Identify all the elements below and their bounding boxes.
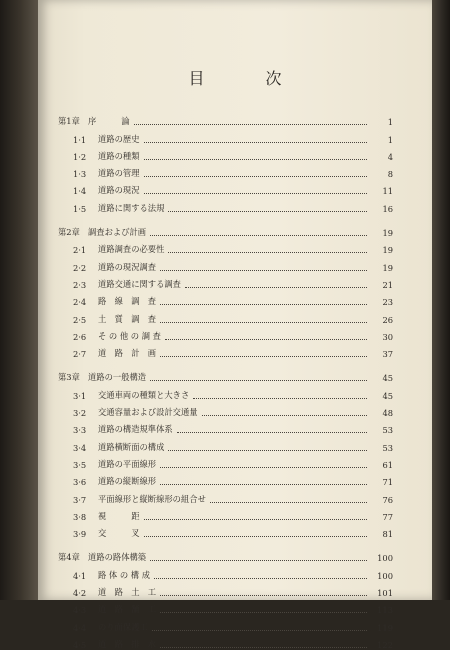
toc-section-entry xyxy=(58,435,393,452)
toc-section-entry xyxy=(58,470,393,487)
toc-entry-number: 第2章 xyxy=(58,227,80,238)
toc-entry-page: 53 xyxy=(382,442,393,453)
toc-entry-title: そ の 他 の 調 査 xyxy=(98,330,161,341)
toc-entry-page: 81 xyxy=(382,529,393,540)
toc-entry-title: 序 論 xyxy=(88,116,130,127)
toc-section-entry xyxy=(58,196,393,213)
toc-entry-title: 調査および計画 xyxy=(88,227,147,238)
toc-entry-title: 道路の構造規準体系 xyxy=(98,424,173,435)
toc-entry-title: 道路の一般構造 xyxy=(88,372,147,383)
toc-entry-number: 第4章 xyxy=(58,552,80,563)
toc-section-entry xyxy=(58,453,393,470)
dot-leader xyxy=(202,415,367,416)
toc-entry-page: 23 xyxy=(382,297,393,308)
toc-entry-page: 45 xyxy=(382,373,393,384)
toc-entry-number: 2·2 xyxy=(73,262,87,273)
toc-entry-title: 路 体 の 構 成 xyxy=(98,569,151,580)
dot-leader xyxy=(193,398,367,399)
toc-entry-number: 4·1 xyxy=(73,570,87,581)
toc-entry-page: 16 xyxy=(382,203,393,214)
dot-leader xyxy=(160,270,367,271)
dot-leader xyxy=(210,502,367,503)
dot-leader xyxy=(160,595,367,596)
dot-leader xyxy=(165,339,367,340)
toc-section-entry xyxy=(58,383,393,400)
toc-entry-title: 道路の管理 xyxy=(98,168,140,179)
table-of-contents xyxy=(58,110,393,650)
toc-entry-number: 第1章 xyxy=(58,116,80,127)
toc-entry-title: 路 線 調 査 xyxy=(98,296,157,307)
toc-entry-number: 3·8 xyxy=(73,511,87,522)
toc-entry-title: 視 距 xyxy=(98,510,140,521)
toc-entry-title: 道路の縦断線形 xyxy=(98,476,157,487)
dot-leader xyxy=(160,467,367,468)
toc-entry-number: 3·2 xyxy=(73,408,87,419)
toc-section-entry xyxy=(58,633,393,650)
toc-section-entry xyxy=(58,238,393,255)
toc-entry-title: 道路の路体構築 xyxy=(88,552,147,563)
toc-section-entry xyxy=(58,418,393,435)
toc-entry-page: 53 xyxy=(382,425,393,436)
dot-leader xyxy=(168,450,367,451)
dot-leader xyxy=(144,142,368,143)
toc-entry-title: 道路の種類 xyxy=(98,150,140,161)
toc-entry-page: 113 xyxy=(377,605,393,616)
toc-entry-page: 19 xyxy=(382,262,393,273)
toc-entry-number: 2·1 xyxy=(73,245,87,256)
page-title: 目 次 xyxy=(188,69,310,88)
toc-entry-page: 37 xyxy=(382,349,393,360)
toc-section-entry xyxy=(58,307,393,324)
toc-entry-number: 2·7 xyxy=(73,349,87,360)
toc-entry-title: 道路の現況調査 xyxy=(98,261,157,272)
toc-entry-number: 4·4 xyxy=(73,622,87,633)
dot-leader xyxy=(150,235,367,236)
toc-entry-title: 土 質 調 査 xyxy=(98,313,157,324)
dot-leader xyxy=(144,176,368,177)
toc-entry-title: 道路に関する法規 xyxy=(98,202,165,213)
toc-section-entry xyxy=(58,615,393,632)
toc-section-entry xyxy=(58,290,393,307)
toc-entry-page: 48 xyxy=(382,408,393,419)
toc-section-entry xyxy=(58,505,393,522)
toc-entry-number: 1·4 xyxy=(73,186,87,197)
toc-section-entry xyxy=(58,581,393,598)
toc-entry-number: 4·2 xyxy=(73,588,87,599)
toc-entry-title: 道路の平面線形 xyxy=(98,458,157,469)
dot-leader xyxy=(160,304,367,305)
toc-chapter-entry xyxy=(58,546,393,563)
dot-leader xyxy=(160,612,367,613)
toc-entry-number: 3·5 xyxy=(73,459,87,470)
toc-chapter-entry xyxy=(58,110,393,127)
dot-leader xyxy=(160,484,367,485)
toc-entry-page: 100 xyxy=(377,570,393,581)
toc-entry-title: 道路調査の必要性 xyxy=(98,244,165,255)
dot-leader xyxy=(160,647,367,648)
toc-entry-number: 1·3 xyxy=(73,169,87,180)
toc-entry-number: 1·1 xyxy=(73,134,87,145)
toc-entry-page: 45 xyxy=(382,390,393,401)
dot-leader xyxy=(185,287,367,288)
toc-entry-title: 道 路 舗 工 xyxy=(98,604,157,615)
toc-section-entry xyxy=(58,273,393,290)
toc-section-entry xyxy=(58,598,393,615)
toc-entry-title: 交 叉 xyxy=(98,528,140,539)
toc-entry-number: 3·6 xyxy=(73,477,87,488)
toc-entry-page: 122 xyxy=(377,639,393,650)
toc-entry-number: 第3章 xyxy=(58,372,80,383)
toc-section-entry xyxy=(58,162,393,179)
toc-entry-page: 19 xyxy=(382,245,393,256)
toc-entry-number: 4·5 xyxy=(73,639,87,650)
toc-entry-title: 交通車両の種類と大きさ xyxy=(98,389,190,400)
toc-entry-title: 道路横断面の構成 xyxy=(98,441,165,452)
toc-entry-title: 平面線形と縦断線形の組合せ xyxy=(98,493,206,504)
toc-entry-page: 21 xyxy=(382,279,393,290)
toc-section-entry xyxy=(58,342,393,359)
toc-entry-page: 19 xyxy=(382,228,393,239)
toc-entry-number: 1·2 xyxy=(73,151,87,162)
toc-entry-number: 1·5 xyxy=(73,203,87,214)
toc-entry-page: 61 xyxy=(382,459,393,470)
dot-leader xyxy=(144,193,368,194)
toc-entry-number: 3·9 xyxy=(73,529,87,540)
dot-leader xyxy=(144,536,368,537)
toc-entry-page: 8 xyxy=(387,169,393,180)
toc-entry-page: 77 xyxy=(382,511,393,522)
toc-entry-title: 交通容量および設計交通量 xyxy=(98,407,198,418)
toc-entry-title: 道路の歴史 xyxy=(98,133,140,144)
toc-entry-page: 30 xyxy=(382,331,393,342)
toc-entry-page: 101 xyxy=(377,588,393,599)
toc-entry-page: 1 xyxy=(387,117,393,128)
toc-entry-number: 3·3 xyxy=(73,425,87,436)
dot-leader xyxy=(177,432,367,433)
toc-entry-title: のり面保護工 xyxy=(98,621,148,632)
toc-section-entry xyxy=(58,179,393,196)
toc-section-entry xyxy=(58,127,393,144)
toc-entry-number: 2·4 xyxy=(73,297,87,308)
toc-chapter-entry xyxy=(58,366,393,383)
dot-leader xyxy=(168,252,367,253)
toc-section-entry xyxy=(58,563,393,580)
book-gutter xyxy=(0,0,38,600)
book-page xyxy=(38,0,432,650)
dot-leader xyxy=(144,519,368,520)
toc-entry-number: 2·3 xyxy=(73,279,87,290)
toc-entry-number: 3·7 xyxy=(73,494,87,505)
toc-entry-page: 76 xyxy=(382,494,393,505)
toc-entry-title: 道 路 土 工 xyxy=(98,587,157,598)
toc-section-entry xyxy=(58,145,393,162)
dot-leader xyxy=(144,159,368,160)
toc-entry-page: 26 xyxy=(382,314,393,325)
dot-leader xyxy=(154,578,367,579)
toc-entry-title: 道 路 排 水 xyxy=(98,638,157,649)
toc-entry-page: 71 xyxy=(382,477,393,488)
toc-entry-number: 3·1 xyxy=(73,390,87,401)
toc-entry-number: 3·4 xyxy=(73,442,87,453)
toc-section-entry xyxy=(58,401,393,418)
toc-entry-number: 2·6 xyxy=(73,331,87,342)
toc-entry-title: 道路の現況 xyxy=(98,185,140,196)
toc-chapter-entry xyxy=(58,221,393,238)
dot-leader xyxy=(160,356,367,357)
toc-entry-number: 2·5 xyxy=(73,314,87,325)
toc-entry-page: 11 xyxy=(382,186,393,197)
toc-section-entry xyxy=(58,487,393,504)
toc-entry-page: 119 xyxy=(377,622,393,633)
dot-leader xyxy=(160,322,367,323)
toc-entry-page: 1 xyxy=(387,134,393,145)
toc-section-entry xyxy=(58,522,393,539)
toc-section-entry xyxy=(58,255,393,272)
toc-entry-title: 道 路 計 画 xyxy=(98,348,157,359)
dot-leader xyxy=(152,630,367,631)
toc-entry-page: 100 xyxy=(377,553,393,564)
toc-section-entry xyxy=(58,325,393,342)
dot-leader xyxy=(134,124,368,125)
toc-entry-page: 4 xyxy=(387,151,393,162)
toc-entry-number: 4·3 xyxy=(73,605,87,616)
dot-leader xyxy=(168,211,367,212)
dot-leader xyxy=(150,380,367,381)
dot-leader xyxy=(150,560,367,561)
toc-entry-title: 道路交通に関する調査 xyxy=(98,278,181,289)
book-edge xyxy=(432,0,450,600)
